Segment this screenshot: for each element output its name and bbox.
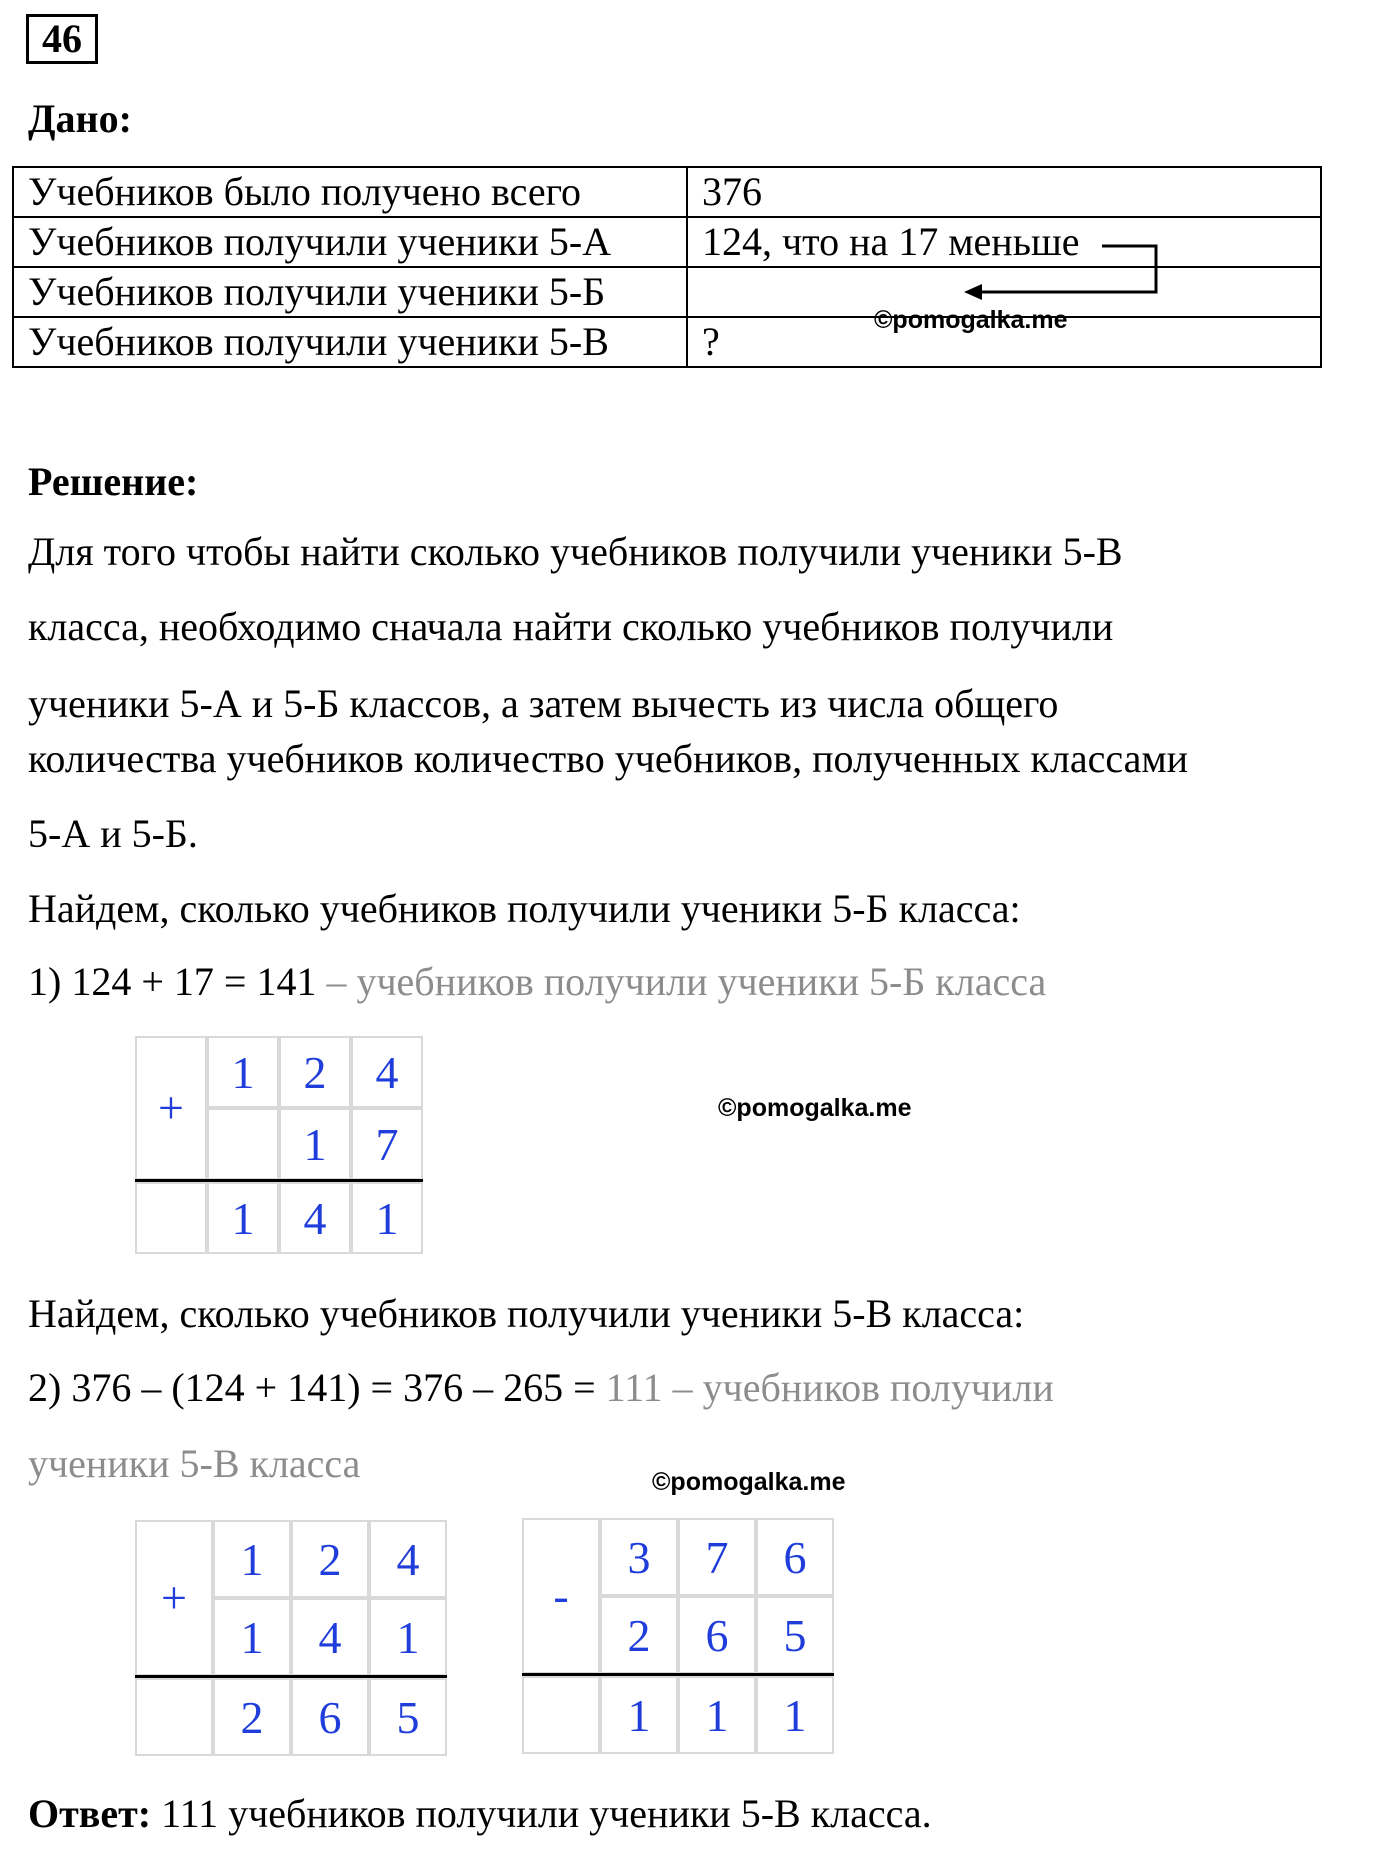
digit-cell: 4 [291, 1598, 369, 1676]
digit-cell: 1 [600, 1676, 678, 1754]
intro-line: Для того чтобы найти сколько учебников получили ученики 5-В [28, 529, 1123, 574]
watermark: ©pomogalka.me [652, 1468, 846, 1496]
digit-cell: 4 [369, 1520, 447, 1598]
digit-cell: 5 [756, 1596, 834, 1674]
digit-cell: 1 [351, 1182, 423, 1254]
empty-cell [522, 1676, 600, 1754]
digit-cell: 1 [369, 1598, 447, 1676]
intro-line: 5-А и 5-Б. [28, 811, 198, 856]
intro-line: количества учебников количество учебников, полученных классами [28, 736, 1189, 781]
given-value: ? [687, 317, 1321, 367]
step2-comment-line2: ученики 5-В класса [28, 1441, 361, 1486]
watermark: ©pomogalka.me [874, 306, 1068, 334]
digit-cell: 1 [279, 1108, 351, 1180]
operation-sign: + [135, 1036, 207, 1180]
operation-sign: + [135, 1520, 213, 1676]
empty-cell [135, 1182, 207, 1254]
digit-cell: 2 [291, 1520, 369, 1598]
given-label: Учебников получили ученики 5-Б [13, 267, 687, 317]
digit-cell: 6 [291, 1678, 369, 1756]
task-number: 46 [26, 14, 98, 64]
given-label: Учебников было получено всего [13, 167, 687, 217]
table-row [13, 317, 1321, 367]
given-label: Учебников получили ученики 5-В [13, 317, 687, 367]
digit-cell: 2 [213, 1678, 291, 1756]
digit-cell: 1 [756, 1676, 834, 1754]
digit-cell: 2 [600, 1596, 678, 1674]
digit-cell: 6 [756, 1518, 834, 1596]
step2-result-comment: 111 – учебников получили [605, 1365, 1054, 1410]
table-row [13, 167, 1321, 217]
answer-label: Ответ: [28, 1791, 152, 1836]
step1-heading: Найдем, сколько учебников получили ученики 5-Б класса: [28, 886, 1021, 931]
digit-cell: 7 [678, 1518, 756, 1596]
answer-text: 111 учебников получили ученики 5-В класса. [151, 1791, 932, 1836]
digit-cell: 1 [207, 1036, 279, 1108]
digit-cell: 3 [600, 1518, 678, 1596]
digit-cell: 7 [351, 1108, 423, 1180]
answer-line [28, 1790, 932, 1837]
digit-cell: 5 [369, 1678, 447, 1756]
intro-line: ученики 5-А и 5-Б классов, а затем вычесть из числа общего [28, 681, 1059, 726]
digit-cell: 2 [279, 1036, 351, 1108]
digit-cell: 1 [207, 1182, 279, 1254]
digit-cell: 1 [678, 1676, 756, 1754]
watermark: ©pomogalka.me [718, 1094, 912, 1122]
intro-line: класса, необходимо сначала найти сколько учебников получили [28, 604, 1114, 649]
operation-sign: - [522, 1518, 600, 1674]
given-heading: Дано: [28, 96, 132, 141]
solution-heading: Решение: [28, 459, 199, 504]
digit-cell: 1 [213, 1598, 291, 1676]
digit-cell: 4 [351, 1036, 423, 1108]
step1-comment: – учебников получили ученики 5-Б класса [316, 959, 1047, 1004]
step2-line [28, 1364, 1054, 1411]
step1-line [28, 958, 1046, 1005]
given-label: Учебников получили ученики 5-А [13, 217, 687, 267]
digit-cell: 6 [678, 1596, 756, 1674]
relation-arrow-icon [960, 240, 1180, 310]
step1-expression: 1) 124 + 17 = 141 [28, 959, 317, 1004]
step2-heading: Найдем, сколько учебников получили ученики 5-В класса: [28, 1291, 1025, 1336]
digit-cell [207, 1108, 279, 1180]
digit-cell: 1 [213, 1520, 291, 1598]
given-value: 376 [687, 167, 1321, 217]
step2-expression: 2) 376 – (124 + 141) = 376 – 265 = [28, 1365, 606, 1410]
given-value: 124, что на 17 меньше [687, 217, 1321, 267]
digit-cell: 4 [279, 1182, 351, 1254]
empty-cell [135, 1678, 213, 1756]
